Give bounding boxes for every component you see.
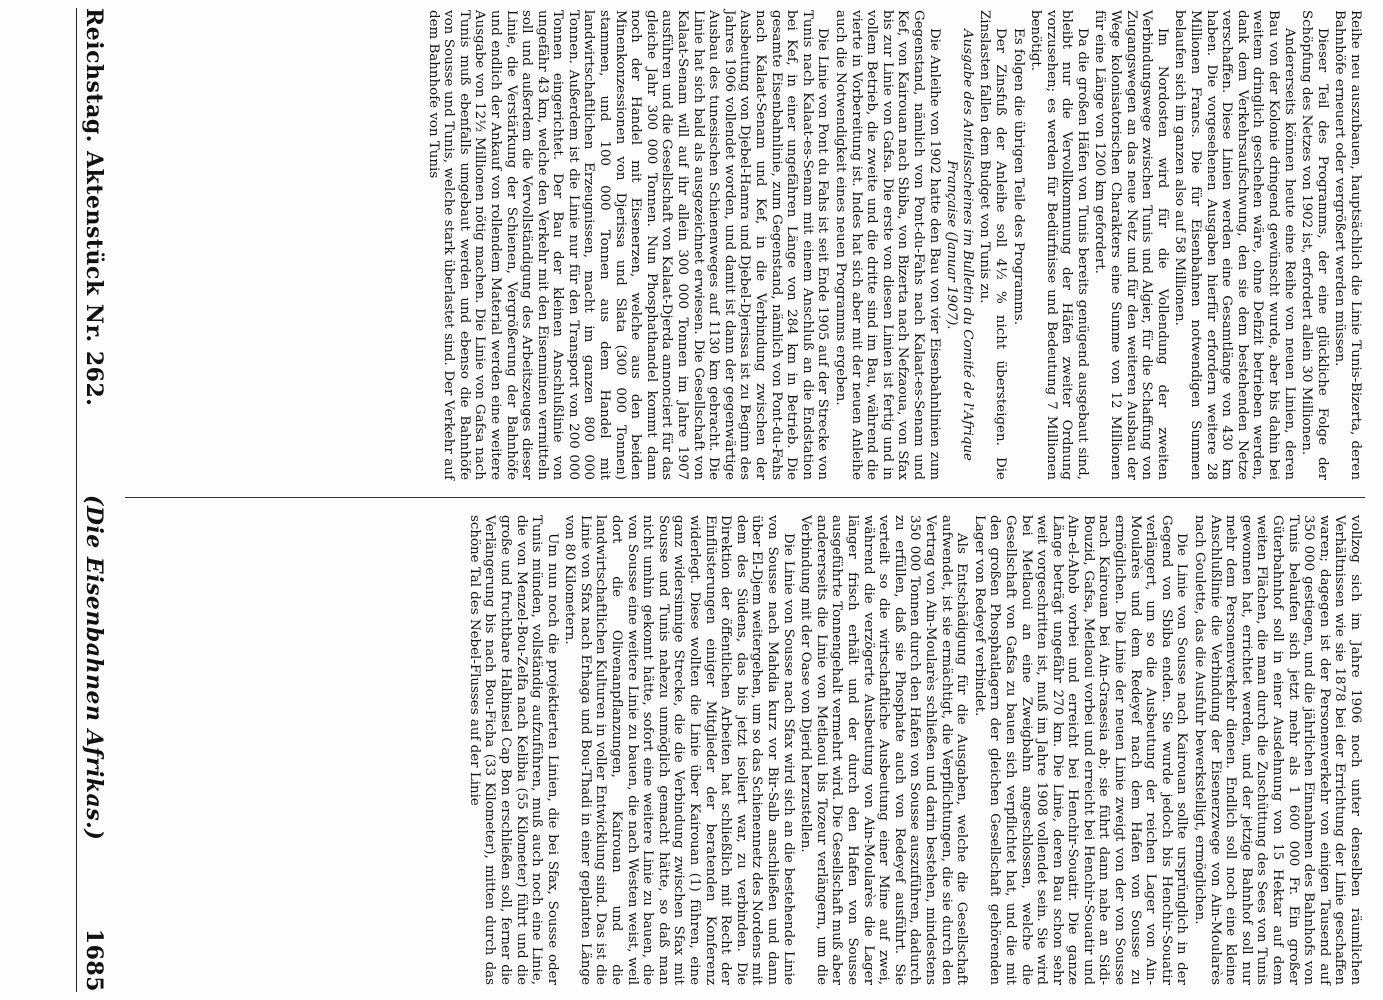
paragraph: Im Nordosten wird für die Vollendung der zweiten Verbindungswege zwischen Tunis und Algier, für die Schaffung von Zugangswegen an das neue Netz und für den weiteren Ausbau der Wege kolonisatorischen Charakters eine Summe von 12 Millionen für eine Länge von 1200 km gefordert. [1092,10,1170,480]
paragraph: Als Entschädigung für die Ausgaben, welche die Gesellschaft aufwendet, ist sie ermächtigt, die Verpflichtungen, die sie durch den Vertrag von Ain-Moularès schließen und darin bestehen, mindestens 350 000 Tonnen durch den Hafen von Sousse auszuführen, dadurch zu erfüllen, daß sie Phosphate auch von Redeyef ausführt. Sie verteilt so die wirtschaftliche Ausbeutung einer Mine auf zwei, während die verzögerte Ausbeutung von Ain-Moularès die Lager länger frisch erhält und der durch den Hafen von Sousse ausgeführte Tonnengehalt vermehrt wird. Die Gesellschaft muß aber andererseits die Linie von Metlaoui bis Tozeur verlängern, um die Verbindung mit der Oase von Djerid herzustellen. [798,515,970,985]
right-column [464,515,1363,985]
paragraph: vollzog sich im Jahre 1906 noch unter denselben räumlichen Verhältnissen wie sie 1878 bei der Errichtung der Linie geschaffen waren; dagegen ist der Personenverkehr von einigen Tausend auf 350 000 gestiegen, und die jährlichen Einnahmen des Bahnhofs von Tunis belaufen sich jetzt mehr als 1 600 000 Fr. Ein großer Güterbahnhof soll in einer Ausdehnung von 15 Hektar auf dem weiten Flächen, die man durch die Zuschüttung des Sees von Tunis gewonnen hat, errichtet werden, und der jetzige Bahnhof soll nur mehr dem Personenverkehr dienen. Endlich soll noch eine kleine Anschlußlinie die Verbindung der Eisenerzwege von Ain-Moularès nach Goulette, das die Ausfuhr bewerkstelligt, ermöglichen. [1192,515,1363,985]
paragraph: Reihe neu auszubauen, hauptsächlich die Linie Tunis-Bizerta, deren Bahnhöfe erneuert oder vergrößert werden müssen. [1332,10,1363,480]
paragraph: Dieser Teil des Programms, der eine glückliche Folge der Schöpfung des Netzes von 1902 ist, erfordert allein 30 Millionen. [1299,10,1330,480]
left-column [423,10,1363,480]
paragraph: Der Zinsfuß der Anleihe soll 4½ % nicht übersteigen. Die Zinslasten fallen dem Budget von Tunis zu. [977,10,1008,480]
paragraph: Um nun noch die projektierten Linien, die bei Sfax, Sousse oder Tunis münden, vollständig aufzuführen, muß auch noch eine Linie, die von Menzel-Bou-Zelfa nach Kelibia (55 Kilometer) führt und die große und fruchtbare Halbinsel Cap Bon erschließen soll, ferner die Verlängerung bis nach Bou-Ficha (33 Kilometer), mitten durch das schöne Tal des Nebel-Flusses auf der Linie [466,515,560,985]
paragraph: Andererseits können heute eine Reihe von neuen Linien, deren Bau von der Kolonie dringend gewünscht wurde, aber bis dahin bei weitem dringlich geschehen wäre, ohne Defizit betrieben werden, dank dem Verkehrsaufschwung, den sie dem bestehenden Netze verschaffen. Diese Linien werden eine Gesamtlänge von 430 km haben. Die vorgesehenen Ausgaben hierfür erfordern weitere 28 Millionen Francs. Die für Eisenbahnen notwendigen Summen belaufen sich im ganzen also auf 58 Millionen. [1172,10,1297,480]
page-number: 1685 [81,928,107,992]
section-heading: Ausgabe des Anteilsscheines im Bulletin du Comité de l'Afrique Française (Januar 1907). [944,29,975,461]
paragraph: Da die großen Häfen von Tunis bereits genügend ausgebaut sind, bleibt nur die Vervollkommnung der Häfen zweiter Ordnung vorzusehen; es werden für Bedürfnisse und Bedeutung 7 Millionen benötigt. [1028,10,1090,480]
paragraph: Die Linie von Pont du Fahs ist seit Ende 1905 auf der Strecke von Tunis nach Kalaat-es-Senam mit einem Anschluß an die Endstation bei Kef, in einer ungefähren Länge von 284 km in Betrieb. Die gesamte Eisenbahnlinie, zum Gegenstand, nämlich von Pont-du-Fahs nach Kalaat-Senam und Kef, in die Verbindung zwischen der Ausbeutung von Djebel-Hamra und Djebel-Djerissa ist zu Beginn des Jahres 1906 vollendet worden, und damit ist dann der gegenwärtige Ausbau des tunesischen Schienenweges auf 1130 km gebracht. Die Linie hat sich bald als ausgezeichnet erwiesen. Die Gesellschaft von Kalaat-Senam will auf ihr allein 300 000 Tonnen im Jahre 1907 ausführen und die Gesellschaft von Kalaat-Djerda annonciert für das gleiche Jahr 300 000 Tonnen. Nun Phosphathandel kommt dann noch der Handel mit Eisenerzen, welche aus den beiden Minenkonzessionen von Djerissa und Slata (300 000 Tonnen) stammen, und 100 000 Tonnen aus dem Handel mit landwirtschaftlichen Erzeugnissen, macht im ganzen 800 000 Tonnen. Außerdem ist die Linie nur für den Transport von 200 000 Tonnen eingerichtet. Der Bau der kleinen Anschlußlinie von ungefähr 43 km, welche den Verkehr mit den Eisenminen vermitteln soll und außerdem die Vervollständigung des Arbeitszeuges dieser Linie, die Verstärkung der Schienen, Vergrößerung der Bahnhöfe und endlich der Ankauf von rollendem Material werden eine weitere Ausgabe von 12½ Millionen nötig machen. Die Linie von Gafsa nach Tunis muß ebenfalls umgebaut werden und ebenso die Bahnhöfe von Sousse und Tunis, welche stark überlastet sind. Der Verkehr auf dem Bahnhofe von Tunis [425,10,831,480]
page-header [76,8,111,992]
paragraph: Die Anleihe von 1902 hatte den Bau von vier Eisenbahnlinien zum Gegenstand, nämlich von Pont-du-Fahs nach Kalaat-es-Senam und Kef, von Kairouan nach Sbiba, von Bizerta nach Nefzaoua, von Sfax bis zur Linie von Gafsa. Die erste von diesen Linien ist fertig und in vollem Betrieb, die zweite und die dritte sind im Bau, während die vierte in Vorbereitung ist. Indes hat sich aber mit der neuen Anleihe auch die Notwendigkeit eines neuen Programms ergeben. [833,10,942,480]
page-body [113,0,1383,1000]
header-title: (Die Eisenbahnen Afrikas.) [81,494,107,841]
header-left: Reichstag. Aktenstück Nr. 262. [81,8,107,407]
paragraph: Es folgen die übrigen Teile des Programms. [1010,28,1026,326]
paragraph: Die Linie von Sousse nach Sfax wird sich an die bestehende Linie von Sousse nach Mahdia kurz vor Bir-Salb anschließen und dann über El-Djem weitergehen, um so das Schienennetz des Nordens mit dem des Südens, das bis jetzt isoliert war, zu verbinden. Die Direktion der öffentlichen Arbeiten hat schließlich mit Recht der Einflüsterungen einiger Mitglieder der beratenden Konferenz widerlegt. Diese wollten die Linie über Kairouan (1) führen, eine ganz widersinnige Strecke, die die Verbindung zwischen Sfax mit Sousse und Tunis nahezu unmöglich gemacht hätte, so daß man nicht umhin gekonnt hätte, sofort eine weitere Linie zu bauen, die von Sousse eine weitere Linie zu bauen, die nach Westen weist, weil dort die Olivenanpflanzungen, Kairouan und die landwirtschaftlichen Kulturen in voller Entwicklung sind. Das ist die Linie von Sfax nach Erhaga und Bou-Thadi in einer geplanten Länge von 80 Kilometern. [562,515,796,985]
column-divider [125,497,1365,498]
paragraph: Die Linie von Sousse nach Kairouan sollte ursprünglich in der Gegend von Sbiba enden. Sie wurde jedoch bis Henchir-Souatir verlängert, um so die Ausbeutung der reichen Lager von Ain-Moularès und dem Redeyef nach dem Hafen von Sousse zu ermöglichen. Die Linie der neuen Linie zweigt von der von Sousse nach Kairouan bei Ain-Grasesia ab; sie führt dann nahe an Sidi-Bouzid, Gafsa, Metlaoui vorbei und erreicht bei Henchir-Souatir und Ain-el-Ahob vorbei und erreicht bei Henchir-Souatir. Die ganze Länge beträgt ungefähr 270 km. Die Linie, deren Bau schon sehr weit vorgeschritten ist, muß im Jahre 1908 vollendet sein. Sie wird bei Metlaoui an eine Zweigbahn angeschlossen, welche die Gesellschaft von Gafsa zu bauen sich verpflichtet hat, und die mit den großen Phosphatlagern der gleichen Gesellschaft gehörenden Lager von Redeyef verbindet. [971,515,1190,985]
